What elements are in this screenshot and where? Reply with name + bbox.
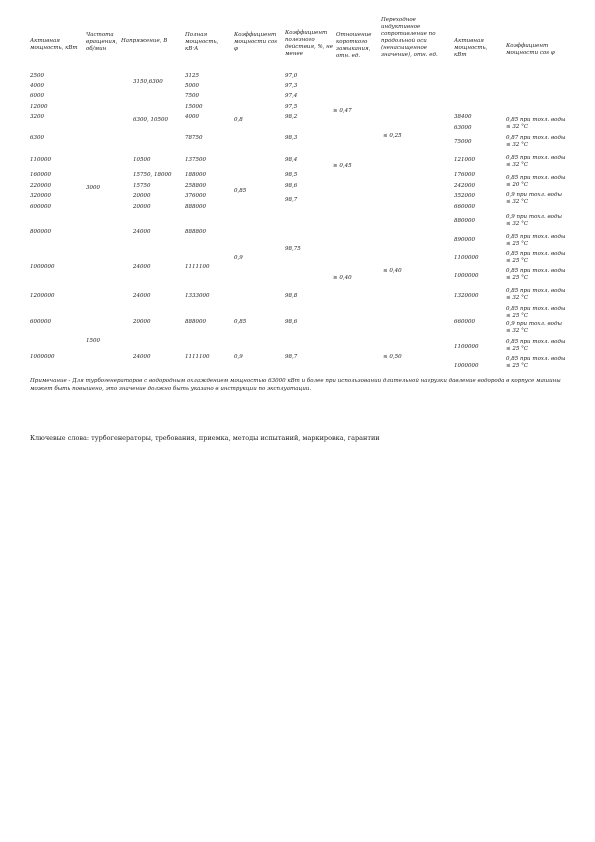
table-cell-power-factor-2: 0,9 при тохл. воды ≤ 32 °С <box>506 321 562 334</box>
table-cell-power: 160000 <box>30 172 51 178</box>
header-apparent-power: Полная мощность, кВ·А <box>185 32 219 52</box>
table-cell-power-factor-2: 0,9 при тохл. воды ≤ 32 °С <box>506 192 562 205</box>
table-cell-power: 2500 <box>30 73 44 79</box>
table-cell-power-2: 880000 <box>454 218 475 224</box>
table-cell-apparent-power: 7500 <box>185 93 199 99</box>
table-cell-power-2: 1100000 <box>454 344 479 350</box>
table-cell-power: 110000 <box>30 157 51 163</box>
table-cell-speed: 1500 <box>86 338 100 344</box>
table-cell-efficiency: 98,8 <box>285 293 298 299</box>
table-cell-efficiency: 98,4 <box>285 157 298 163</box>
table-cell-efficiency: 98,7 <box>285 354 298 360</box>
table-cell-apparent-power: 3125 <box>185 73 199 79</box>
table-cell-efficiency: 98,7 <box>285 197 298 203</box>
table-cell-transient-reactance: ≤ 0,40 <box>383 268 402 274</box>
table-cell-efficiency: 98,5 <box>285 172 298 178</box>
table-cell-apparent-power: 888000 <box>185 319 206 325</box>
table-cell-apparent-power: 4000 <box>185 114 199 120</box>
table-cell-apparent-power: 1111100 <box>185 264 210 270</box>
table-cell-power-2: 1320000 <box>454 293 479 299</box>
table-cell-power-factor-2: 0,85 при тохл. воды ≤ 32 °С <box>506 155 566 168</box>
table-cell-power-factor-2: 0,87 при тохл. воды ≤ 32 °С <box>506 135 566 148</box>
table-cell-power-factor: 0,8 <box>234 117 243 123</box>
table-cell-efficiency: 98,75 <box>285 246 301 252</box>
table-cell-power: 6000 <box>30 93 44 99</box>
table-cell-power-factor: 0,9 <box>234 255 243 261</box>
table-cell-apparent-power: 137500 <box>185 157 206 163</box>
table-cell-power-factor: 0,85 <box>234 188 247 194</box>
table-cell-power-factor: 0,9 <box>234 354 243 360</box>
table-cell-efficiency: 97,4 <box>285 93 298 99</box>
table-cell-apparent-power: 5000 <box>185 83 199 89</box>
table-cell-power-factor-2: 0,85 при тохл. воды ≤ 20 °С <box>506 175 566 188</box>
table-cell-power-2: 176000 <box>454 172 475 178</box>
table-cell-power: 600000 <box>30 204 51 210</box>
table-cell-power: 12000 <box>30 104 48 110</box>
table-cell-voltage: 6300, 10500 <box>133 117 168 123</box>
table-cell-transient-reactance: ≤ 0,25 <box>383 133 402 139</box>
table-cell-voltage: 15750 <box>133 183 151 189</box>
table-note: Примечание - Для турбогенераторов с водородным охлаждением мощностью 63000 кВт и более при использовании длительной нагрузки давление водорода в корпусе машины может быть повышено, это значение должно быть указано в инструкции по эксплуатации. <box>30 378 561 392</box>
table-cell-voltage: 24000 <box>133 264 151 270</box>
table-cell-apparent-power: 888800 <box>185 229 206 235</box>
header-power-factor: Коэффициент мощности cos φ <box>234 32 278 52</box>
table-cell-efficiency: 97,3 <box>285 83 298 89</box>
table-cell-power-2: 660000 <box>454 204 475 210</box>
table-cell-power-2: 660000 <box>454 319 475 325</box>
table-cell-power-2: 1000000 <box>454 363 479 369</box>
table-cell-power: 4000 <box>30 83 44 89</box>
table-cell-voltage: 15750, 18000 <box>133 172 172 178</box>
table-cell-power-2: 1100000 <box>454 255 479 261</box>
table-cell-power: 6300 <box>30 135 44 141</box>
table-cell-power-2: 890000 <box>454 237 475 243</box>
table-cell-voltage: 3150,6300 <box>133 79 163 85</box>
table-cell-efficiency: 98,2 <box>285 114 298 120</box>
table-cell-efficiency: 97,0 <box>285 73 298 79</box>
table-cell-voltage: 24000 <box>133 229 151 235</box>
table-cell-voltage: 24000 <box>133 293 151 299</box>
table-cell-power: 3200 <box>30 114 44 120</box>
table-cell-power-factor-2: 0,85 при тохл. воды ≤ 25 °С <box>506 356 566 369</box>
table-cell-power-factor: 0,85 <box>234 319 247 325</box>
table-cell-apparent-power: 888000 <box>185 204 206 210</box>
table-cell-power-factor-2: 0,85 при тохл. воды ≤ 25 °С <box>506 339 566 352</box>
table-cell-efficiency: 97,5 <box>285 104 298 110</box>
table-cell-apparent-power: 1111100 <box>185 354 210 360</box>
table-cell-apparent-power: 15000 <box>185 104 203 110</box>
table-cell-power-2: 1000000 <box>454 273 479 279</box>
table-cell-power-2: 75000 <box>454 139 472 145</box>
table-cell-power: 220000 <box>30 183 51 189</box>
table-cell-efficiency: 98,6 <box>285 319 298 325</box>
table-cell-power: 320000 <box>30 193 51 199</box>
table-cell-apparent-power: 188000 <box>185 172 206 178</box>
table-cell-efficiency: 98,3 <box>285 135 298 141</box>
table-cell-power-factor-2: 0,85 при тохл. воды ≤ 25 °С <box>506 268 566 281</box>
table-cell-power: 600000 <box>30 319 51 325</box>
table-cell-power-2: 38400 <box>454 114 472 120</box>
table-cell-apparent-power: 78750 <box>185 135 203 141</box>
table-cell-short-circuit-ratio: ≥ 0,40 <box>333 275 352 281</box>
table-cell-short-circuit-ratio: ≥ 0,45 <box>333 163 352 169</box>
table-cell-power-factor-2: 0,85 при тохл. воды ≤ 25 °С <box>506 306 566 319</box>
table-cell-power-factor-2: 0,85 при тохл. воды ≤ 25 °С <box>506 234 566 247</box>
table-cell-power: 1000000 <box>30 264 55 270</box>
table-cell-power-2: 63000 <box>454 125 472 131</box>
table-cell-voltage: 20000 <box>133 204 151 210</box>
keywords: Ключевые слова: турбогенераторы, требования, приемка, методы испытаний, маркировка, гарантии <box>30 434 380 442</box>
table-cell-transient-reactance: ≤ 0,50 <box>383 354 402 360</box>
table-cell-power: 800000 <box>30 229 51 235</box>
header-short-circuit-ratio: Отношение короткого замыкания, отн. ед. <box>336 32 372 59</box>
header-efficiency: Коэффициент полезного действия, %, не менее <box>285 30 334 57</box>
table-cell-power-factor-2: 0,85 при тохл. воды ≤ 25 °С <box>506 251 566 264</box>
table-cell-efficiency: 98,6 <box>285 183 298 189</box>
table-cell-voltage: 20000 <box>133 319 151 325</box>
table-cell-speed: 3000 <box>86 185 100 191</box>
table-cell-power-factor-2: 0,85 при тохл. воды ≤ 32 °С <box>506 288 566 301</box>
table-cell-power-2: 352000 <box>454 193 475 199</box>
header-voltage: Напряжение, В <box>121 38 168 44</box>
table-cell-power-2: 242000 <box>454 183 475 189</box>
table-cell-power-2: 121000 <box>454 157 475 163</box>
table-cell-apparent-power: 376000 <box>185 193 206 199</box>
header-active-power: Активная мощность, кВт <box>30 38 78 51</box>
table-cell-apparent-power: 1333000 <box>185 293 210 299</box>
table-cell-power-factor-2: 0,9 при тохл. воды ≤ 32 °С <box>506 214 562 227</box>
header-speed: Частота вращения, об/мин <box>86 32 118 52</box>
table-cell-power-factor-2: 0,85 при тохл. воды ≤ 32 °С <box>506 117 566 130</box>
header-active-power-2: Активная мощность, кВт <box>454 38 488 58</box>
table-cell-voltage: 24000 <box>133 354 151 360</box>
table-cell-power: 1000000 <box>30 354 55 360</box>
table-cell-voltage: 10500 <box>133 157 151 163</box>
header-power-factor-2: Коэффициент мощности cos φ <box>506 43 555 56</box>
table-cell-power: 1200000 <box>30 293 55 299</box>
table-cell-apparent-power: 258800 <box>185 183 206 189</box>
header-transient-reactance: Переходное индуктивное сопротивление по продольной оси (ненасыщенное значение), отн. ед. <box>381 17 438 58</box>
table-cell-voltage: 20000 <box>133 193 151 199</box>
table-cell-short-circuit-ratio: ≥ 0,47 <box>333 108 352 114</box>
